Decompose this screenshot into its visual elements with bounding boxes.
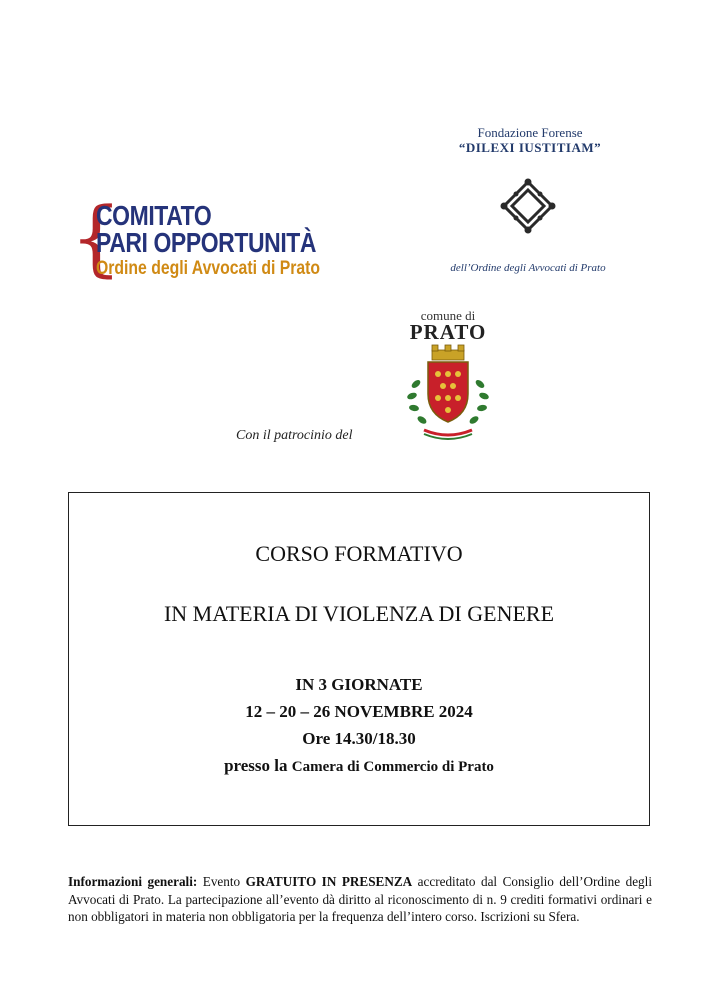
comitato-subtitle: Ordine degli Avvocati di Prato [96,258,321,279]
comitato-title: COMITATO [96,200,212,231]
fondazione-subtitle: dell’Ordine degli Avvocati di Prato [450,262,606,274]
general-info [68,873,652,926]
course-time: Ore 14.30/18.30 [302,729,416,748]
course-venue [69,756,649,776]
comune-label: comune di [420,308,476,323]
knot-emblem-icon [496,178,560,236]
info-label: Informazioni generali: [68,874,198,889]
fondazione-name: “DILEXI IUSTITIAM” [458,140,602,155]
comitato-title-2: PARI OPPORTUNITÀ [96,227,317,258]
info-bold: GRATUITO IN PRESENZA [245,874,413,889]
brace-icon: { [70,191,123,286]
course-title: CORSO FORMATIVO [255,541,463,566]
prato-crest-icon [402,344,494,444]
course-subtitle: IN MATERIA DI VIOLENZA DI GENERE [163,601,555,626]
course-days: IN 3 GIORNATE [295,675,423,694]
patrocinio-text: Con il patrocinio del [236,428,353,443]
info-text-2: accreditato dal Consiglio dell’Ordine degli Avvocati di Prato. La partecipazione all’evento dà diritto al riconoscimento di n. 9 crediti formativi ordinari e non obbligatori in materia non obbligatoria per la frequenza dell’intero corso. Iscrizioni su Sfera. [68,874,652,925]
course-box [68,492,650,826]
comitato-logo [70,191,360,290]
venue-name: Camera di Commercio di Prato [291,759,494,775]
info-text-1: Evento [197,874,246,889]
venue-prefix: presso la [224,756,288,775]
course-dates: 12 – 20 – 26 NOVEMBRE 2024 [245,702,473,721]
comune-name: PRATO [409,320,487,344]
fondazione-title: Fondazione Forense [477,125,583,140]
